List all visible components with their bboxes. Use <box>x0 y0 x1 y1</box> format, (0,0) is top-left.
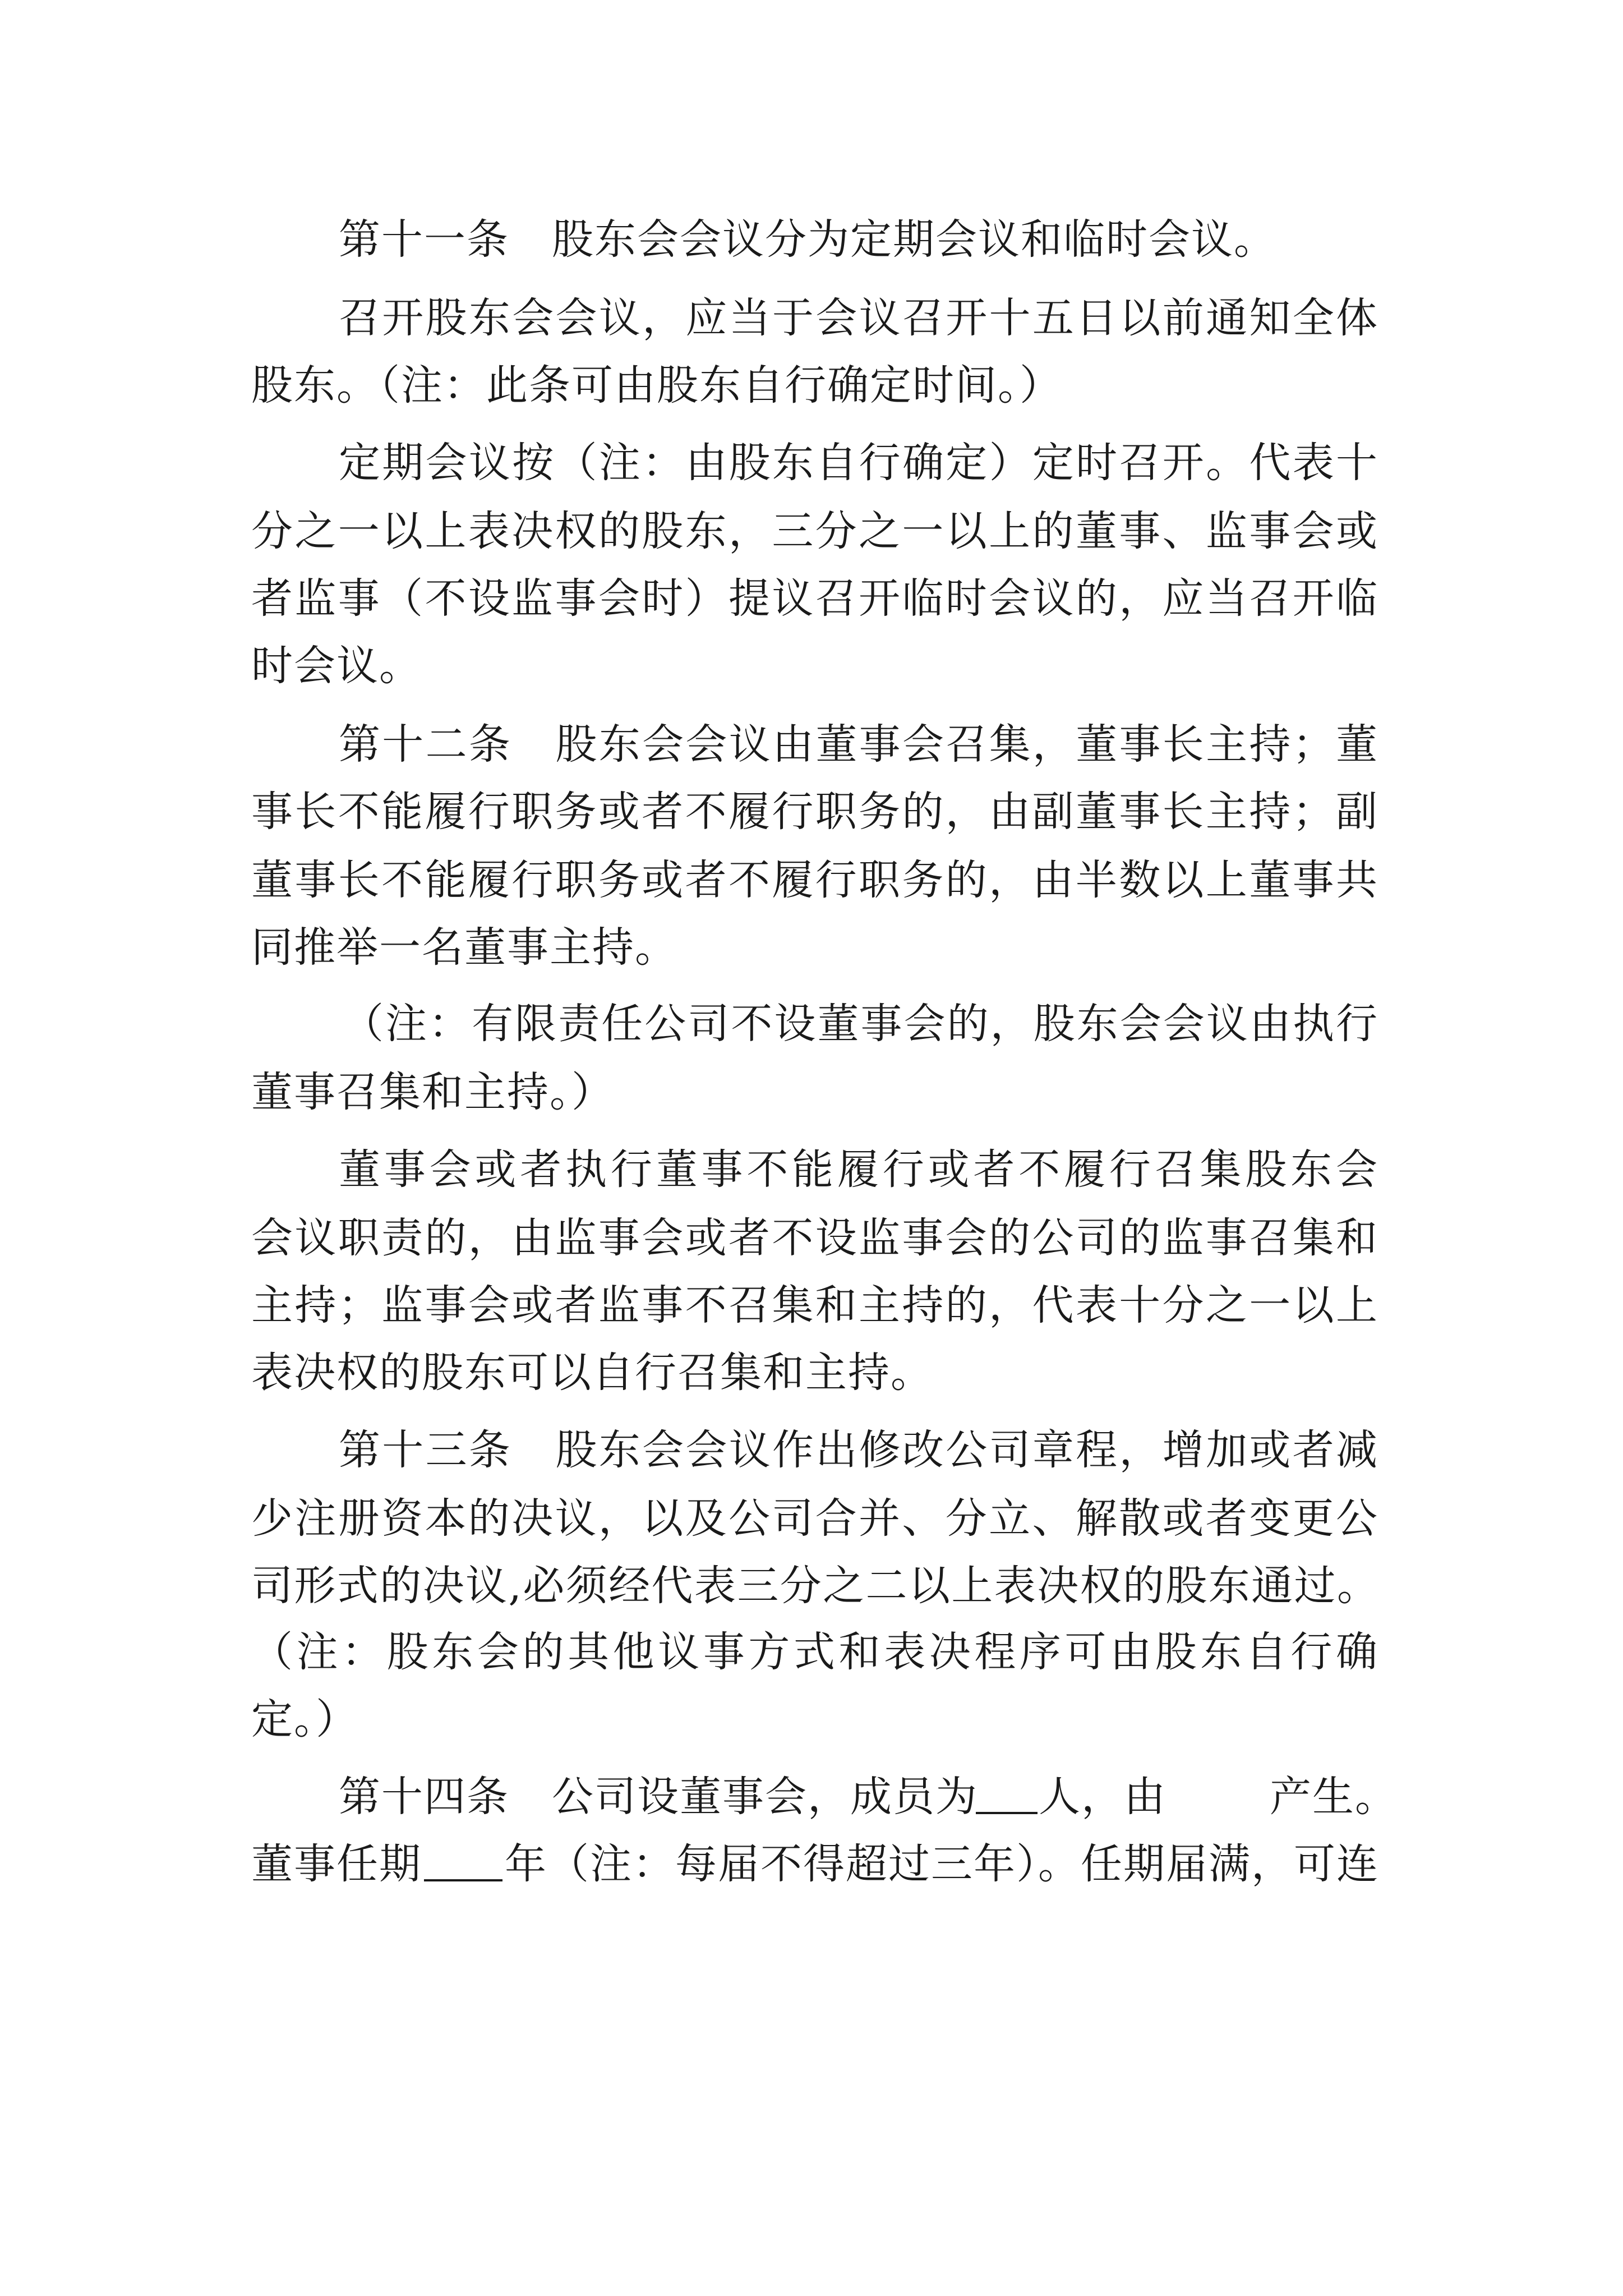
article-14-text-part: 产生。 <box>1270 1773 1398 1821</box>
text-line: 董事会或者执行董事不能履行或者不履行召集股东会 <box>339 1145 1378 1194</box>
note-line: （注：股东会的其他议事方式和表决程序可由股东自行确 <box>251 1628 1378 1676</box>
fill-in-blank-term-years <box>424 1879 502 1881</box>
note-line: （注：有限责任公司不设董事会的，股东会会议由执行 <box>342 1000 1378 1048</box>
article-14-text-part: 人，由 <box>1039 1773 1166 1821</box>
article-11-heading-line: 第十一条 股东会会议分为定期会议和临时会议。 <box>339 215 1276 264</box>
text-line: 时会议。 <box>251 642 422 690</box>
article-14-text-part: 董事任期 <box>251 1840 422 1888</box>
fill-in-blank-member-count <box>976 1812 1038 1814</box>
article-14-text-part: 年（注：每届不得超过三年）。任期届满，可连 <box>505 1840 1379 1888</box>
article-13-heading-line: 第十三条 股东会会议作出修改公司章程，增加或者减 <box>339 1426 1378 1474</box>
article-14-text-part: 第十四条 公司设董事会，成员为 <box>339 1773 978 1821</box>
note-line: 董事召集和主持。） <box>251 1068 614 1116</box>
text-line: 事长不能履行职务或者不履行职务的，由副董事长主持；副 <box>251 788 1378 836</box>
text-line: 者监事（不设监事会时）提议召开临时会议的，应当召开临 <box>251 574 1378 623</box>
text-line: 少注册资本的决议，以及公司合并、分立、解散或者变更公 <box>251 1494 1378 1543</box>
text-line <box>0 1833 1623 1895</box>
text-line: 司形式的决议,必须经代表三分之二以上表决权的股东通过。 <box>251 1562 1378 1610</box>
text-line: 分之一以上表决权的股东，三分之一以上的董事、监事会或 <box>251 507 1378 555</box>
text-line: 主持；监事会或者监事不召集和主持的，代表十分之一以上 <box>251 1281 1378 1329</box>
article-14-heading-line <box>0 1766 1623 1828</box>
text-line: 定期会议按（注：由股东自行确定）定时召开。代表十 <box>339 439 1378 487</box>
text-line: 同推举一名董事主持。 <box>251 923 677 972</box>
text-line: 表决权的股东可以自行召集和主持。 <box>251 1349 933 1397</box>
text-line: 股东。（注：此条可由股东自行确定时间。） <box>251 361 1062 409</box>
text-line: 董事长不能履行职务或者不履行职务的，由半数以上董事共 <box>251 856 1378 904</box>
text-line: 会议职责的，由监事会或者不设监事会的公司的监事召集和 <box>251 1214 1378 1262</box>
note-line: 定。） <box>251 1695 358 1743</box>
article-12-heading-line: 第十二条 股东会会议由董事会召集，董事长主持；董 <box>339 720 1378 769</box>
text-line: 召开股东会会议，应当于会议召开十五日以前通知全体 <box>339 294 1378 342</box>
